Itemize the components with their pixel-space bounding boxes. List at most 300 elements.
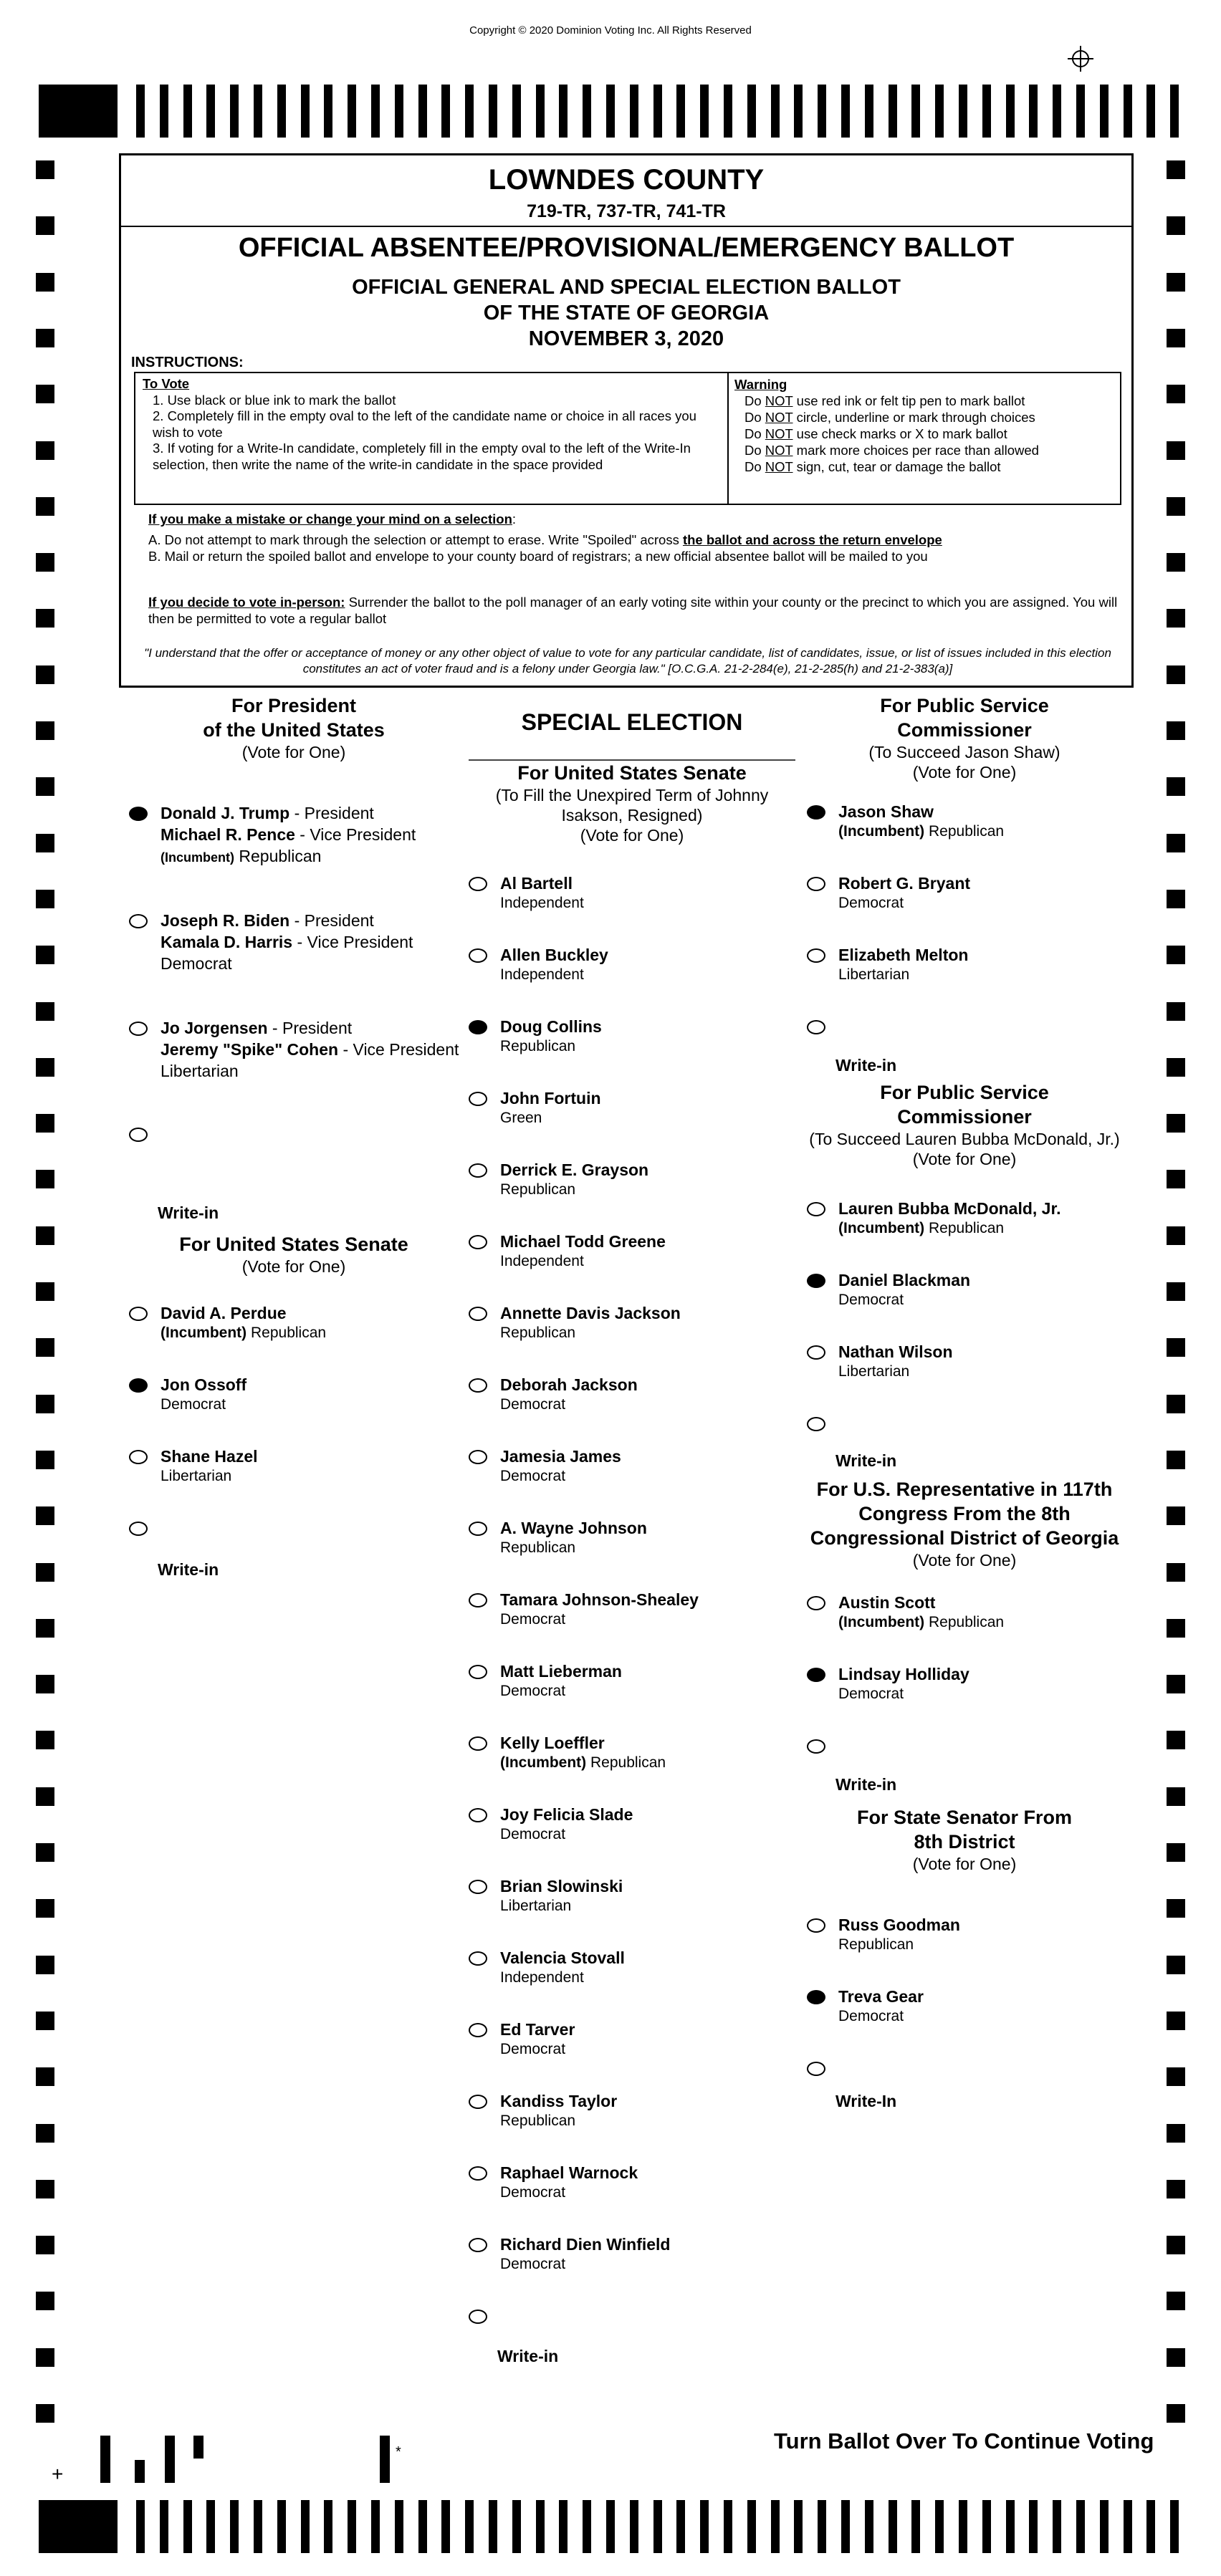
election-title-line2: OF THE STATE OF GEORGIA bbox=[483, 302, 770, 325]
timing-tick bbox=[771, 85, 780, 138]
vote-oval[interactable] bbox=[129, 1522, 148, 1536]
timing-tick bbox=[489, 2500, 497, 2553]
vote-oval[interactable] bbox=[469, 948, 487, 963]
candidate-name: Brian Slowinski bbox=[500, 1877, 623, 1895]
mistake-instructions: If you make a mistake or change your mind on a selection: A. Do not attempt to mark through the selection or attempt to erase. Write "Spoiled" across the ballot and across the return envelope B. Mail or return the spoiled ballot and envelope to your county board of registrars; a new official absentee ballot will be mailed to you bbox=[148, 511, 1123, 564]
vote-oval[interactable] bbox=[469, 1092, 487, 1106]
in-person-instructions: If you decide to vote in-person: Surrender the ballot to the poll manager of an early voting site within your county or the precinct to which you are assigned. You will then be permitted to vote a regular ballot bbox=[148, 595, 1118, 626]
vote-oval[interactable] bbox=[807, 1668, 825, 1682]
timing-mark bbox=[36, 1002, 54, 1021]
timing-tick bbox=[1076, 85, 1085, 138]
registration-plus: + bbox=[52, 2463, 64, 2485]
timing-tick bbox=[324, 2500, 332, 2553]
timing-mark bbox=[1167, 1114, 1185, 1133]
candidate-name: A. Wayne Johnson bbox=[500, 1519, 647, 1537]
timing-tick bbox=[911, 2500, 920, 2553]
timing-tick bbox=[395, 85, 403, 138]
timing-mark bbox=[1167, 553, 1185, 572]
timing-mark bbox=[1167, 1619, 1185, 1638]
write-in-label: Write-in bbox=[835, 1775, 897, 1794]
timing-mark bbox=[36, 1843, 54, 1862]
timing-mark bbox=[1167, 1506, 1185, 1525]
race-state-senator: For State Senator From 8th District (Vote for One) bbox=[856, 1807, 1073, 1873]
timing-mark bbox=[1167, 329, 1185, 347]
vote-oval[interactable] bbox=[469, 877, 487, 891]
warning-item: Do NOT use red ink or felt tip pen to mark ballot bbox=[744, 393, 1025, 408]
timing-tick bbox=[1029, 2500, 1038, 2553]
ballot-header bbox=[119, 153, 1134, 688]
timing-tick bbox=[794, 2500, 803, 2553]
timing-tick bbox=[160, 85, 168, 138]
timing-mark bbox=[36, 1282, 54, 1301]
timing-mark bbox=[1167, 1731, 1185, 1749]
candidate-name: John Fortuin bbox=[500, 1089, 601, 1107]
candidate-name: Allen Buckley bbox=[500, 946, 608, 964]
timing-mark bbox=[1167, 777, 1185, 796]
vote-oval[interactable] bbox=[469, 1522, 487, 1536]
vote-oval[interactable] bbox=[807, 1739, 825, 1754]
timing-mark bbox=[1167, 385, 1185, 403]
timing-mark bbox=[36, 665, 54, 684]
timing-tick bbox=[959, 85, 967, 138]
timing-tick bbox=[254, 2500, 262, 2553]
timing-tick bbox=[935, 85, 944, 138]
timing-tick bbox=[1170, 85, 1179, 138]
timing-mark bbox=[36, 1731, 54, 1749]
timing-tick bbox=[324, 85, 332, 138]
timing-tick bbox=[1146, 85, 1155, 138]
timing-tick bbox=[1076, 2500, 1085, 2553]
timing-mark bbox=[36, 2124, 54, 2143]
timing-block bbox=[39, 2500, 118, 2553]
vote-oval[interactable] bbox=[469, 1880, 487, 1894]
timing-tick bbox=[959, 2500, 967, 2553]
vote-oval[interactable] bbox=[469, 2166, 487, 2181]
ballot-type-title: OFFICIAL ABSENTEE/PROVISIONAL/EMERGENCY BALLOT bbox=[238, 233, 1015, 263]
vote-oval[interactable] bbox=[469, 2310, 487, 2324]
warning-item: Do NOT circle, underline or mark through choices bbox=[744, 410, 1035, 425]
barcode-mark bbox=[380, 2436, 390, 2483]
vote-oval[interactable] bbox=[807, 877, 825, 891]
candidate-party: Independent bbox=[500, 966, 584, 983]
mistake-step-b: B. Mail or return the spoiled ballot and envelope to your county board of registrars; a new official absentee ballot will be mailed to you bbox=[148, 549, 928, 564]
timing-mark bbox=[36, 1956, 54, 1974]
timing-mark bbox=[1167, 1675, 1185, 1693]
timing-tick bbox=[559, 2500, 568, 2553]
vote-oval[interactable] bbox=[129, 1022, 148, 1036]
timing-mark bbox=[36, 441, 54, 460]
timing-mark bbox=[36, 2404, 54, 2423]
timing-mark bbox=[36, 1619, 54, 1638]
vote-oval[interactable] bbox=[807, 1417, 825, 1431]
vote-oval[interactable] bbox=[807, 948, 825, 963]
timing-mark bbox=[1167, 1451, 1185, 1469]
candidate-party: Democrat bbox=[500, 1826, 566, 1842]
timing-mark bbox=[36, 1787, 54, 1806]
timing-mark bbox=[36, 1675, 54, 1693]
timing-tick bbox=[818, 85, 826, 138]
timing-tick bbox=[1053, 85, 1061, 138]
vote-oval[interactable] bbox=[129, 1307, 148, 1321]
timing-tick bbox=[935, 2500, 944, 2553]
timing-tick bbox=[1029, 85, 1038, 138]
instructions-label: INSTRUCTIONS: bbox=[131, 355, 244, 370]
candidate-name: Al Bartell bbox=[500, 874, 573, 893]
timing-tick bbox=[700, 2500, 709, 2553]
timing-mark bbox=[1167, 1899, 1185, 1918]
timing-mark bbox=[1167, 1170, 1185, 1188]
write-in-label: Write-In bbox=[835, 2092, 897, 2110]
divider bbox=[121, 226, 1131, 227]
timing-tick bbox=[183, 2500, 192, 2553]
timing-mark bbox=[36, 2236, 54, 2254]
timing-tick bbox=[818, 2500, 826, 2553]
timing-mark bbox=[36, 1899, 54, 1918]
candidate-name: Michael Todd Greene bbox=[500, 1232, 666, 1251]
write-in-label: Write-in bbox=[497, 2347, 559, 2365]
timing-mark bbox=[36, 2012, 54, 2030]
county-title: LOWNDES COUNTY bbox=[488, 164, 765, 196]
candidate-party: Democrat bbox=[500, 2041, 566, 2057]
vote-oval[interactable] bbox=[807, 1274, 825, 1288]
timing-mark bbox=[1167, 2292, 1185, 2310]
timing-mark bbox=[1167, 1956, 1185, 1974]
timing-tick bbox=[136, 2500, 145, 2553]
to-vote-step: 2. Completely fill in the empty oval to the left of the candidate name or choice in all races you wish to vote bbox=[153, 408, 696, 440]
vote-oval[interactable] bbox=[807, 1918, 825, 1933]
timing-tick bbox=[982, 85, 991, 138]
timing-tick bbox=[653, 85, 662, 138]
precinct-list: 719-TR, 737-TR, 741-TR bbox=[527, 201, 726, 221]
timing-mark bbox=[1167, 2180, 1185, 2198]
timing-mark bbox=[36, 890, 54, 908]
candidate-party: Republican bbox=[500, 1539, 576, 1556]
timing-mark bbox=[36, 553, 54, 572]
write-in-label: Write-in bbox=[835, 1451, 897, 1470]
timing-tick bbox=[395, 2500, 403, 2553]
warning-item: Do NOT sign, cut, tear or damage the ballot bbox=[744, 459, 1001, 474]
timing-tick bbox=[1006, 2500, 1015, 2553]
timing-mark bbox=[1167, 946, 1185, 964]
vote-oval[interactable] bbox=[807, 2062, 825, 2076]
timing-mark bbox=[1167, 1563, 1185, 1582]
vote-oval[interactable] bbox=[469, 2095, 487, 2109]
vote-oval[interactable] bbox=[469, 1307, 487, 1321]
candidate-name: Kandiss Taylor bbox=[500, 2092, 618, 2110]
timing-tick bbox=[583, 85, 591, 138]
timing-mark bbox=[1167, 1282, 1185, 1301]
timing-mark bbox=[1167, 1338, 1185, 1357]
timing-tick bbox=[583, 2500, 591, 2553]
vote-oval[interactable] bbox=[469, 1951, 487, 1966]
timing-tick bbox=[277, 85, 286, 138]
timing-tick bbox=[747, 2500, 756, 2553]
timing-tick bbox=[630, 85, 638, 138]
vote-oval[interactable] bbox=[469, 1808, 487, 1822]
timing-tick bbox=[559, 85, 568, 138]
candidate-party: Republican bbox=[500, 2113, 576, 2129]
timing-tick bbox=[724, 85, 732, 138]
timing-tick bbox=[911, 85, 920, 138]
candidate-party: Green bbox=[500, 1110, 542, 1126]
race-psc-shaw: For Public Service Commissioner (To Succeed Jason Shaw) (Vote for One) bbox=[868, 695, 1060, 782]
timing-mark bbox=[1167, 2404, 1185, 2423]
candidate-party: Independent bbox=[500, 1253, 584, 1269]
timing-mark bbox=[36, 329, 54, 347]
candidate-name: Derrick E. Grayson bbox=[500, 1160, 649, 1179]
to-vote-panel bbox=[135, 373, 729, 504]
timing-bar-bottom bbox=[39, 2500, 1185, 2553]
timing-mark bbox=[1167, 834, 1185, 852]
timing-tick bbox=[371, 2500, 380, 2553]
candidate-name: Doug Collins bbox=[500, 1017, 602, 1036]
write-in-label: Write-in bbox=[835, 1056, 897, 1075]
timing-tick bbox=[183, 85, 192, 138]
timing-tick bbox=[771, 2500, 780, 2553]
mistake-title: If you make a mistake or change your mind on a selection bbox=[148, 511, 512, 527]
race-special-senate: For United States Senate (To Fill the Unexpired Term of Johnny Isakson, Resigned) (Vote for One) bbox=[495, 762, 769, 845]
to-vote-step: 1. Use black or blue ink to mark the ballot bbox=[153, 392, 396, 408]
vote-oval[interactable] bbox=[129, 807, 148, 821]
timing-tick bbox=[512, 2500, 521, 2553]
candidate-name: Tamara Johnson-Shealey bbox=[500, 1590, 699, 1609]
timing-tick bbox=[301, 85, 310, 138]
timing-mark bbox=[36, 1563, 54, 1582]
barcode-mark bbox=[135, 2460, 145, 2483]
timing-tick bbox=[254, 85, 262, 138]
timing-tick bbox=[606, 2500, 615, 2553]
timing-mark bbox=[1167, 1002, 1185, 1021]
candidate-party: Democrat bbox=[500, 1683, 566, 1699]
timing-mark bbox=[1167, 497, 1185, 516]
vote-oval[interactable] bbox=[807, 1345, 825, 1360]
timing-mark bbox=[36, 834, 54, 852]
timing-mark bbox=[36, 1451, 54, 1469]
instructions-box bbox=[134, 372, 1121, 505]
election-date: NOVEMBER 3, 2020 bbox=[528, 327, 724, 350]
warning-title: Warning bbox=[734, 377, 787, 392]
vote-oval[interactable] bbox=[469, 1736, 487, 1751]
to-vote-title: To Vote bbox=[143, 376, 190, 391]
timing-tick bbox=[206, 2500, 215, 2553]
timing-tick bbox=[841, 85, 850, 138]
warning-panel bbox=[729, 373, 1133, 478]
in-person-title: If you decide to vote in-person: bbox=[148, 595, 345, 610]
candidate-party: Independent bbox=[500, 895, 584, 911]
timing-tick bbox=[348, 85, 356, 138]
timing-mark bbox=[36, 273, 54, 292]
timing-tick bbox=[1100, 2500, 1109, 2553]
timing-mark bbox=[36, 2292, 54, 2310]
vote-oval[interactable] bbox=[807, 1202, 825, 1216]
timing-tick bbox=[441, 2500, 450, 2553]
registration-crosshair-icon bbox=[1066, 44, 1095, 73]
vote-oval[interactable] bbox=[469, 1665, 487, 1679]
timing-tick bbox=[371, 85, 380, 138]
timing-tick bbox=[536, 2500, 545, 2553]
timing-tick bbox=[889, 85, 897, 138]
timing-mark bbox=[1167, 273, 1185, 292]
timing-tick bbox=[724, 2500, 732, 2553]
timing-tick bbox=[536, 85, 545, 138]
timing-mark bbox=[36, 721, 54, 740]
mistake-step-a: A. Do not attempt to mark through the selection or attempt to erase. Write "Spoiled" across bbox=[148, 532, 683, 547]
candidate-name: Raphael Warnock bbox=[500, 2163, 638, 2182]
copyright-notice: Copyright © 2020 Dominion Voting Inc. All Rights Reserved bbox=[469, 24, 752, 37]
timing-mark bbox=[36, 1506, 54, 1525]
candidate-party: Republican bbox=[500, 1181, 576, 1198]
timing-mark bbox=[1167, 1787, 1185, 1806]
timing-mark bbox=[1167, 609, 1185, 628]
timing-mark bbox=[1167, 160, 1185, 179]
timing-mark bbox=[1167, 2124, 1185, 2143]
timing-tick bbox=[1124, 2500, 1132, 2553]
barcode-mark bbox=[100, 2436, 110, 2483]
vote-oval[interactable] bbox=[469, 1235, 487, 1249]
candidate-party: Democrat bbox=[500, 1468, 566, 1484]
timing-tick bbox=[1053, 2500, 1061, 2553]
timing-tick bbox=[418, 85, 427, 138]
timing-mark bbox=[1167, 665, 1185, 684]
timing-tick bbox=[889, 2500, 897, 2553]
timing-mark bbox=[1167, 1226, 1185, 1245]
timing-tick bbox=[230, 85, 239, 138]
vote-oval[interactable] bbox=[129, 1450, 148, 1464]
timing-mark bbox=[36, 1170, 54, 1188]
timing-tick bbox=[794, 85, 803, 138]
timing-mark bbox=[1167, 2236, 1185, 2254]
timing-mark bbox=[1167, 216, 1185, 235]
candidate-party: (Incumbent) Republican bbox=[500, 1754, 666, 1771]
timing-mark bbox=[1167, 721, 1185, 740]
warning-item: Do NOT mark more choices per race than allowed bbox=[744, 443, 1039, 458]
race-president: For President of the United States (Vote for One) bbox=[203, 695, 385, 761]
election-title-line1: OFFICIAL GENERAL AND SPECIAL ELECTION BALLOT bbox=[352, 276, 901, 299]
timing-tick bbox=[676, 85, 685, 138]
candidate-name: Jamesia James bbox=[500, 1447, 621, 1466]
candidate-name: Matt Lieberman bbox=[500, 1662, 622, 1681]
race-us-representative: For U.S. Representative in 117th Congress From the 8th Congressional District of Georgia (Vote for One) bbox=[810, 1479, 1119, 1570]
timing-tick bbox=[1100, 85, 1109, 138]
timing-block bbox=[39, 85, 118, 138]
candidate-name: Joy Felicia Slade bbox=[500, 1805, 633, 1824]
vote-oval[interactable] bbox=[469, 1378, 487, 1393]
timing-tick bbox=[465, 85, 474, 138]
timing-tick bbox=[865, 2500, 873, 2553]
vote-oval[interactable] bbox=[129, 1378, 148, 1393]
timing-tick bbox=[606, 85, 615, 138]
vote-oval[interactable] bbox=[469, 1450, 487, 1464]
timing-mark bbox=[36, 2348, 54, 2367]
legal-notice: "I understand that the offer or acceptance of money or any other object of value to vote for any particular candidate, list of candidates, issue, or list of issues included in this election constitutes an act of voter fraud and is a felony under Georgia law." [O.C.G.A. 21-2-284(e), 21-2-285(h) and 21-2-383(a)] bbox=[144, 646, 1111, 676]
warning-item: Do NOT use check marks or X to mark ballot bbox=[744, 426, 1007, 441]
timing-tick bbox=[277, 2500, 286, 2553]
candidate-name: Kelly Loeffler bbox=[500, 1734, 605, 1752]
timing-tick bbox=[489, 85, 497, 138]
timing-mark bbox=[1167, 441, 1185, 460]
timing-mark bbox=[36, 1058, 54, 1077]
candidate-party: Democrat bbox=[500, 2256, 566, 2272]
vote-oval[interactable] bbox=[807, 1990, 825, 2004]
candidate-name: Annette Davis Jackson bbox=[500, 1304, 681, 1322]
turn-over-notice: Turn Ballot Over To Continue Voting bbox=[774, 2428, 1154, 2454]
registration-asterisk: * bbox=[396, 2444, 401, 2460]
timing-mark bbox=[1167, 1058, 1185, 1077]
candidate-party: Republican bbox=[500, 1038, 576, 1054]
timing-mark bbox=[1167, 1395, 1185, 1413]
vote-oval[interactable] bbox=[129, 914, 148, 928]
timing-mark bbox=[36, 1226, 54, 1245]
vote-oval[interactable] bbox=[469, 2023, 487, 2037]
timing-tick bbox=[441, 85, 450, 138]
vote-oval[interactable] bbox=[469, 1163, 487, 1178]
vote-oval[interactable] bbox=[469, 1593, 487, 1607]
vote-oval[interactable] bbox=[469, 1020, 487, 1034]
special-election-title: SPECIAL ELECTION bbox=[521, 709, 743, 735]
race-psc-mcdonald: For Public Service Commissioner (To Succeed Lauren Bubba McDonald, Jr.) (Vote for One) bbox=[809, 1082, 1120, 1168]
timing-mark bbox=[1167, 1843, 1185, 1862]
timing-tick bbox=[747, 85, 756, 138]
timing-tick bbox=[982, 2500, 991, 2553]
timing-tick bbox=[230, 2500, 239, 2553]
timing-tick bbox=[1006, 85, 1015, 138]
timing-mark bbox=[1167, 2012, 1185, 2030]
timing-mark bbox=[36, 216, 54, 235]
timing-tick bbox=[841, 2500, 850, 2553]
timing-mark bbox=[36, 1395, 54, 1413]
write-in-label: Write-in bbox=[158, 1203, 219, 1222]
timing-tick bbox=[301, 2500, 310, 2553]
candidate-party: Republican bbox=[500, 1325, 576, 1341]
timing-tick bbox=[865, 85, 873, 138]
vote-oval[interactable] bbox=[469, 2238, 487, 2252]
timing-mark bbox=[1167, 890, 1185, 908]
timing-tick bbox=[676, 2500, 685, 2553]
barcode-mark bbox=[165, 2436, 175, 2483]
barcode-mark bbox=[193, 2436, 204, 2459]
candidate-name: Ed Tarver bbox=[500, 2020, 575, 2039]
timing-tick bbox=[1146, 2500, 1155, 2553]
candidate-name: Richard Dien Winfield bbox=[500, 2235, 671, 2254]
write-in-label: Write-in bbox=[158, 1560, 219, 1579]
timing-mark bbox=[36, 497, 54, 516]
timing-bar-top bbox=[39, 85, 1185, 138]
vote-oval[interactable] bbox=[807, 1020, 825, 1034]
timing-tick bbox=[136, 85, 145, 138]
to-vote-step: 3. If voting for a Write-In candidate, completely fill in the empty oval to the left of the Write-In selection, then write the name of the write-in candidate in the space provided bbox=[153, 441, 691, 472]
timing-mark bbox=[36, 1114, 54, 1133]
vote-oval[interactable] bbox=[129, 1128, 148, 1142]
candidate-name: Valencia Stovall bbox=[500, 1948, 625, 1967]
timing-mark bbox=[36, 1338, 54, 1357]
timing-mark bbox=[36, 609, 54, 628]
timing-tick bbox=[465, 2500, 474, 2553]
timing-mark bbox=[36, 385, 54, 403]
timing-tick bbox=[160, 2500, 168, 2553]
timing-tick bbox=[512, 85, 521, 138]
candidate-party: Independent bbox=[500, 1969, 584, 1986]
vote-oval[interactable] bbox=[807, 1596, 825, 1610]
candidate-name: Deborah Jackson bbox=[500, 1375, 638, 1394]
candidate-party: Libertarian bbox=[500, 1898, 572, 1914]
vote-oval[interactable] bbox=[807, 805, 825, 820]
timing-mark bbox=[1167, 2067, 1185, 2086]
candidate-party: Democrat bbox=[500, 2184, 566, 2201]
timing-mark bbox=[36, 946, 54, 964]
timing-mark bbox=[1167, 2348, 1185, 2367]
timing-tick bbox=[1124, 85, 1132, 138]
timing-tick bbox=[653, 2500, 662, 2553]
